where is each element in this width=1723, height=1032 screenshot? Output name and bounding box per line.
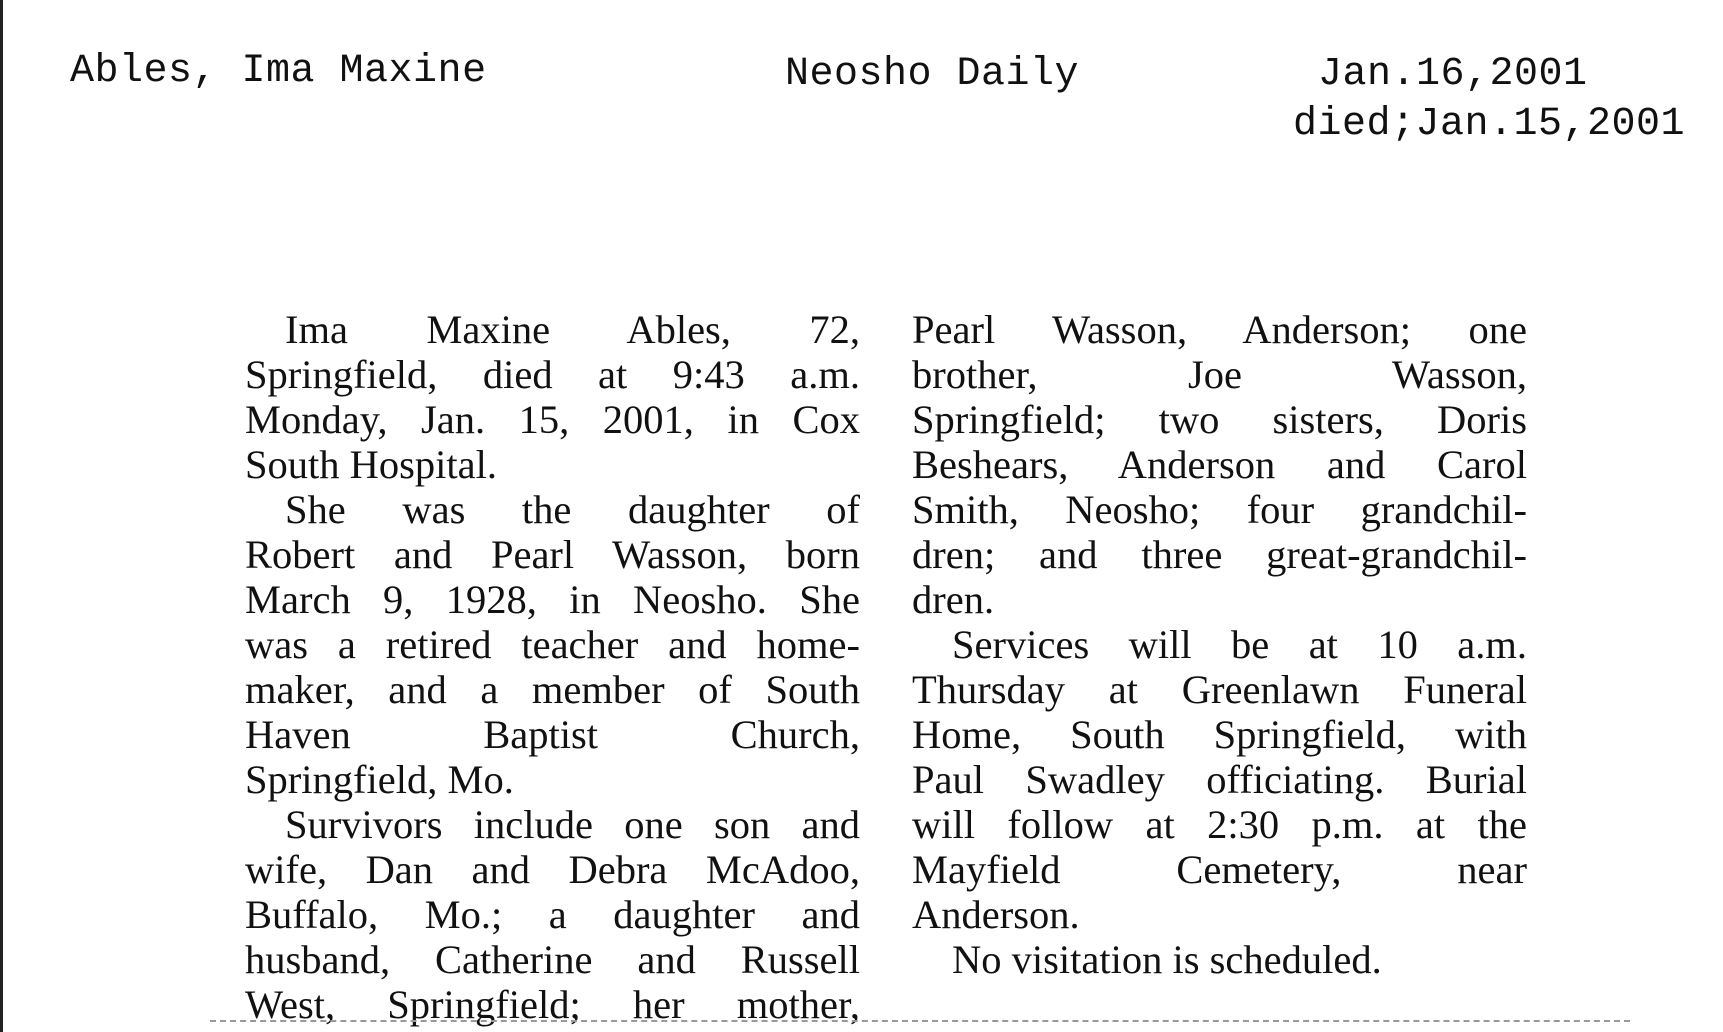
obituary-line: dren; and three great-grandchil- bbox=[912, 532, 1527, 577]
obituary-line: March 9, 1928, in Neosho. She bbox=[245, 577, 860, 622]
header-publication-date: Jan.16,2001 bbox=[1318, 52, 1588, 97]
obituary-line: Smith, Neosho; four grandchil- bbox=[912, 487, 1527, 532]
obituary-line: Thursday at Greenlawn Funeral bbox=[912, 667, 1527, 712]
obituary-line: Pearl Wasson, Anderson; one bbox=[912, 307, 1527, 352]
obituary-line: Survivors include one son and bbox=[285, 802, 860, 847]
obituary-line: Haven Baptist Church, bbox=[245, 712, 860, 757]
obituary-line: Monday, Jan. 15, 2001, in Cox bbox=[245, 397, 860, 442]
obituary-line: maker, and a member of South bbox=[245, 667, 860, 712]
obituary-line: dren. bbox=[912, 577, 995, 622]
header-death-date: died;Jan.15,2001 bbox=[1293, 102, 1686, 147]
obituary-line: wife, Dan and Debra McAdoo, bbox=[245, 847, 860, 892]
obituary-line: Home, South Springfield, with bbox=[912, 712, 1527, 757]
header-newspaper: Neosho Daily bbox=[785, 52, 1080, 97]
obituary-line: Mayfield Cemetery, near bbox=[912, 847, 1527, 892]
obituary-line: brother, Joe Wasson, bbox=[912, 352, 1527, 397]
obituary-right-column bbox=[912, 307, 1527, 982]
obituary-line: Anderson. bbox=[912, 892, 1080, 937]
obituary-line: Paul Swadley officiating. Burial bbox=[912, 757, 1527, 802]
obituary-line: will follow at 2:30 p.m. at the bbox=[912, 802, 1527, 847]
obituary-line: Ima Maxine Ables, 72, bbox=[285, 307, 860, 352]
obituary-line: Springfield, Mo. bbox=[245, 757, 514, 802]
obituary-line: Beshears, Anderson and Carol bbox=[912, 442, 1527, 487]
obituary-line: was a retired teacher and home- bbox=[245, 622, 860, 667]
obituary-line: husband, Catherine and Russell bbox=[245, 937, 860, 982]
obituary-line: South Hospital. bbox=[245, 442, 498, 487]
header-name: Ables, Ima Maxine bbox=[70, 49, 487, 94]
obituary-line: Robert and Pearl Wasson, born bbox=[245, 532, 860, 577]
obituary-line: She was the daughter of bbox=[285, 487, 860, 532]
page-left-edge-rule bbox=[0, 0, 3, 1032]
obituary-line: Buffalo, Mo.; a daughter and bbox=[245, 892, 860, 937]
obituary-left-column bbox=[245, 307, 860, 1027]
obituary-line: Services will be at 10 a.m. bbox=[952, 622, 1527, 667]
clipping-bottom-edge bbox=[210, 1020, 1630, 1022]
obituary-line: Springfield, died at 9:43 a.m. bbox=[245, 352, 860, 397]
obituary-line: No visitation is scheduled. bbox=[952, 937, 1382, 982]
obituary-line: Springfield; two sisters, Doris bbox=[912, 397, 1527, 442]
obituary-line: West, Springfield; her mother, bbox=[245, 982, 860, 1027]
